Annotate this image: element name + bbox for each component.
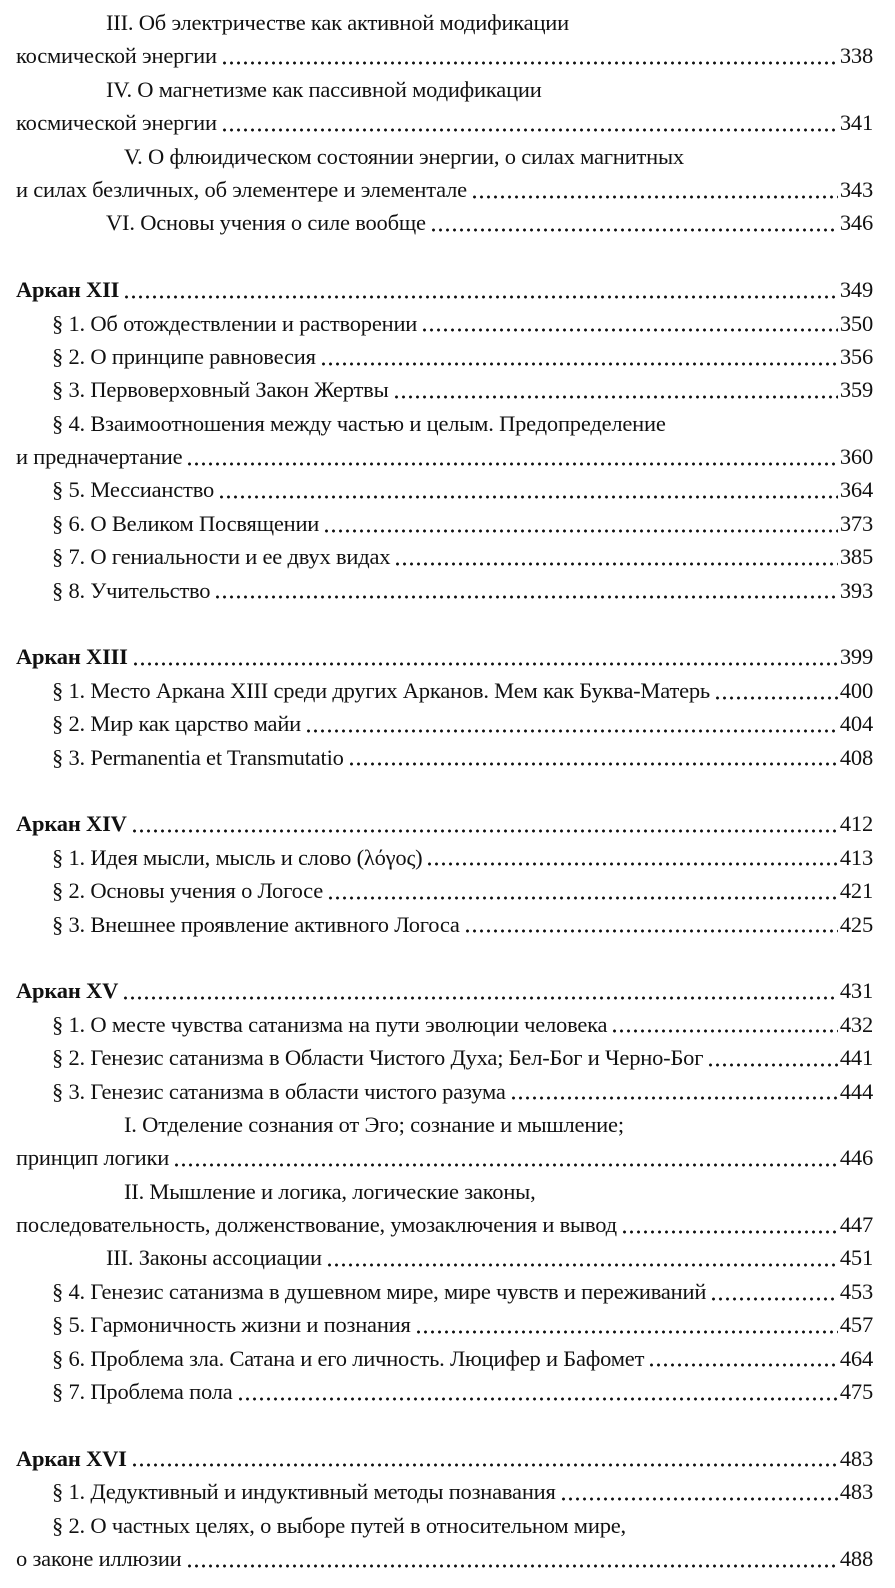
toc-entry <box>16 1241 873 1274</box>
toc-entry-title: § 7. О гениальности и ее двух видах <box>52 544 391 570</box>
toc-section-heading <box>16 640 873 673</box>
toc-entry <box>16 507 873 540</box>
toc-entry <box>16 39 873 72</box>
toc-entry <box>16 1275 873 1308</box>
toc-entry-title: § 8. Учительство <box>52 577 211 603</box>
toc-entry-continued <box>16 1175 873 1208</box>
toc-section-heading <box>16 974 873 1007</box>
toc-entry-title: V. О флюидическом состоянии энергии, о силах магнитных <box>124 143 684 169</box>
toc-page-number: 444 <box>839 1078 873 1104</box>
dot-leader <box>131 1460 838 1470</box>
toc-page-number: 413 <box>839 844 873 870</box>
toc-entry-title: § 6. О Великом Посвящении <box>52 510 320 536</box>
dot-leader <box>131 826 838 836</box>
toc-page-number: 408 <box>839 744 873 770</box>
toc-entry-title: § 2. Мир как царство майи <box>52 711 302 737</box>
toc-entry-title: космической энергии <box>16 43 217 69</box>
toc-entry <box>16 1342 873 1375</box>
section-gap <box>16 607 873 640</box>
toc-page-number: 412 <box>839 811 873 837</box>
toc-entry-title: § 1. Место Аркана XIII среди других Арканов. Мем как Буква-Матерь <box>52 677 710 703</box>
toc-entry-title: космической энергии <box>16 110 217 136</box>
toc-entry-title: § 2. Основы учения о Логосе <box>52 878 324 904</box>
toc-entry-title: принцип логики <box>16 1145 170 1171</box>
toc-entry <box>16 1542 873 1575</box>
toc-entry-title: § 3. Permanentia et Transmutatio <box>52 744 344 770</box>
toc-entry-title: II. Мышление и логика, логические законы, <box>124 1178 536 1204</box>
toc-entry <box>16 473 873 506</box>
toc-page-number: 432 <box>839 1011 873 1037</box>
toc-entry-continued <box>16 1108 873 1141</box>
toc-page-number: 346 <box>839 210 873 236</box>
dot-leader <box>173 1160 838 1170</box>
toc-entry-title: и предначертание <box>16 444 183 470</box>
section-gap <box>16 1408 873 1441</box>
toc-entry-title: § 2. Генезис сатанизма в Области Чистого Духа; Бел-Бог и Черно-Бог <box>52 1045 704 1071</box>
dot-leader <box>214 592 838 602</box>
toc-entry-title: § 3. Генезис сатанизма в области чистого разума <box>52 1078 506 1104</box>
toc-page-number: 343 <box>839 176 873 202</box>
toc-entry-title: III. Об электричестве как активной модификации <box>106 10 569 35</box>
toc-page-number: 400 <box>839 677 873 703</box>
toc-page-number: 350 <box>839 310 873 336</box>
toc-entry-title: Аркан XII <box>16 277 120 303</box>
dot-leader <box>426 859 837 869</box>
toc-entry-continued <box>16 407 873 440</box>
toc-entry <box>16 1308 873 1341</box>
toc-entry <box>16 841 873 874</box>
toc-entry-title: последовательность, долженствование, умозаключения и вывод <box>16 1212 617 1238</box>
dot-leader <box>560 1494 838 1504</box>
section-gap <box>16 941 873 974</box>
dot-leader <box>710 1294 838 1304</box>
toc-page-number: 373 <box>839 510 873 536</box>
toc-page-number: 453 <box>839 1278 873 1304</box>
dot-leader <box>186 1561 838 1571</box>
toc-page-number: 483 <box>839 1445 873 1471</box>
dot-leader <box>393 392 838 402</box>
toc-entry-continued <box>16 140 873 173</box>
toc-entry <box>16 1041 873 1074</box>
dot-leader <box>237 1394 838 1404</box>
toc-page-number: 341 <box>839 110 873 136</box>
toc-entry <box>16 574 873 607</box>
dot-leader <box>471 192 838 202</box>
toc-entry <box>16 173 873 206</box>
toc-entry <box>16 373 873 406</box>
toc-page-number: 356 <box>839 343 873 369</box>
toc-entry-title: § 2. О принципе равновесия <box>52 343 316 369</box>
toc-entry <box>16 340 873 373</box>
toc-entry <box>16 1141 873 1174</box>
toc-entry-title: и силах безличных, об элементере и элементале <box>16 176 467 202</box>
toc-entry-title: § 4. Генезис сатанизма в душевном мире, мире чувств и переживаний <box>52 1278 707 1304</box>
toc-entry <box>16 908 873 941</box>
toc-entry-title: § 1. Об отождествлении и растворении <box>52 310 418 336</box>
toc-entry <box>16 1008 873 1041</box>
dot-leader <box>221 125 838 135</box>
toc-entry-title: § 1. Дедуктивный и индуктивный методы познавания <box>52 1479 556 1505</box>
toc-entry <box>16 741 873 774</box>
toc-entry <box>16 1375 873 1408</box>
dot-leader <box>464 926 838 936</box>
toc-entry-title: § 7. Проблема пола <box>52 1379 233 1405</box>
toc-entry <box>16 307 873 340</box>
toc-page-number: 475 <box>839 1379 873 1405</box>
toc-entry-title: § 4. Взаимоотношения между частью и целым. Предопределение <box>52 410 666 436</box>
toc-page-number: 464 <box>839 1345 873 1371</box>
toc-entry-title: § 6. Проблема зла. Сатана и его личность. Люцифер и Бафомет <box>52 1345 645 1371</box>
dot-leader <box>305 726 838 736</box>
toc-page-number: 488 <box>839 1545 873 1571</box>
dot-leader <box>394 559 838 569</box>
toc-page-number: 338 <box>839 43 873 69</box>
toc-entry-title: § 1. Идея мысли, мысль и слово (λόγος) <box>52 844 423 870</box>
dot-leader <box>714 693 838 703</box>
dot-leader <box>421 325 838 335</box>
toc-page-number: 431 <box>839 978 873 1004</box>
toc-section-heading <box>16 807 873 840</box>
dot-leader <box>621 1227 838 1237</box>
toc-page-number: 483 <box>839 1479 873 1505</box>
dot-leader <box>707 1060 838 1070</box>
toc-page-number: 360 <box>839 444 873 470</box>
toc-entry-continued <box>16 6 873 39</box>
toc-entry-title: Аркан XIV <box>16 811 127 837</box>
toc-page-number: 451 <box>839 1245 873 1271</box>
toc-entry <box>16 874 873 907</box>
toc-page-number: 393 <box>839 577 873 603</box>
dot-leader <box>327 893 838 903</box>
toc-entry-title: § 5. Мессианство <box>52 477 215 503</box>
dot-leader <box>186 459 837 469</box>
section-gap <box>16 240 873 273</box>
toc-entry <box>16 106 873 139</box>
toc-entry-title: Аркан XIII <box>16 644 128 670</box>
toc-page-number: 421 <box>839 878 873 904</box>
toc-page-number: 364 <box>839 477 873 503</box>
dot-leader <box>326 1260 838 1270</box>
toc-section-heading <box>16 273 873 306</box>
toc-section-heading <box>16 1442 873 1475</box>
toc-page-number: 399 <box>839 644 873 670</box>
toc-entry-continued <box>16 1509 873 1542</box>
toc-entry <box>16 440 873 473</box>
dot-leader <box>510 1093 838 1103</box>
toc-entry-title: § 3. Внешнее проявление активного Логоса <box>52 911 460 937</box>
section-gap <box>16 774 873 807</box>
toc-page-number: 441 <box>839 1045 873 1071</box>
toc-entry <box>16 674 873 707</box>
toc-entry-title: § 1. О месте чувства сатанизма на пути эволюции человека <box>52 1011 608 1037</box>
toc-entry <box>16 540 873 573</box>
dot-leader <box>218 492 838 502</box>
toc-entry-title: I. Отделение сознания от Эго; сознание и мышление; <box>124 1111 624 1137</box>
toc-page-number: 425 <box>839 911 873 937</box>
toc-entry <box>16 1475 873 1508</box>
dot-leader <box>323 526 838 536</box>
dot-leader <box>348 759 838 769</box>
dot-leader <box>430 225 838 235</box>
toc-entry-title: VI. Основы учения о силе вообще <box>106 210 426 236</box>
dot-leader <box>415 1327 838 1337</box>
toc-page-number: 447 <box>839 1212 873 1238</box>
dot-leader <box>320 359 838 369</box>
toc-page-number: 385 <box>839 544 873 570</box>
dot-leader <box>221 58 838 68</box>
toc-page-number: 359 <box>839 377 873 403</box>
toc-entry <box>16 707 873 740</box>
toc-entry <box>16 1208 873 1241</box>
dot-leader <box>648 1360 838 1370</box>
toc-entry-title: § 2. О частных целях, о выборе путей в относительном мире, <box>52 1512 626 1538</box>
toc-entry <box>16 1075 873 1108</box>
toc-entry-title: Аркан XV <box>16 978 119 1004</box>
dot-leader <box>132 659 838 669</box>
toc-entry-title: Аркан XVI <box>16 1445 127 1471</box>
toc-entry-title: IV. О магнетизме как пассивной модификации <box>106 76 542 102</box>
toc-page-number: 349 <box>839 277 873 303</box>
toc-entry-title: § 3. Первоверховный Закон Жертвы <box>52 377 389 403</box>
toc-page-number: 404 <box>839 711 873 737</box>
toc-page-number: 457 <box>839 1312 873 1338</box>
toc-entry-title: III. Законы ассоциации <box>106 1245 322 1271</box>
toc-entry-continued <box>16 73 873 106</box>
toc-entry <box>16 206 873 239</box>
dot-leader <box>123 292 838 302</box>
toc-entry-title: о законе иллюзии <box>16 1545 182 1571</box>
toc-page-number: 446 <box>839 1145 873 1171</box>
dot-leader <box>611 1026 838 1036</box>
toc-entry-title: § 5. Гармоничность жизни и познания <box>52 1312 411 1338</box>
dot-leader <box>122 993 838 1003</box>
